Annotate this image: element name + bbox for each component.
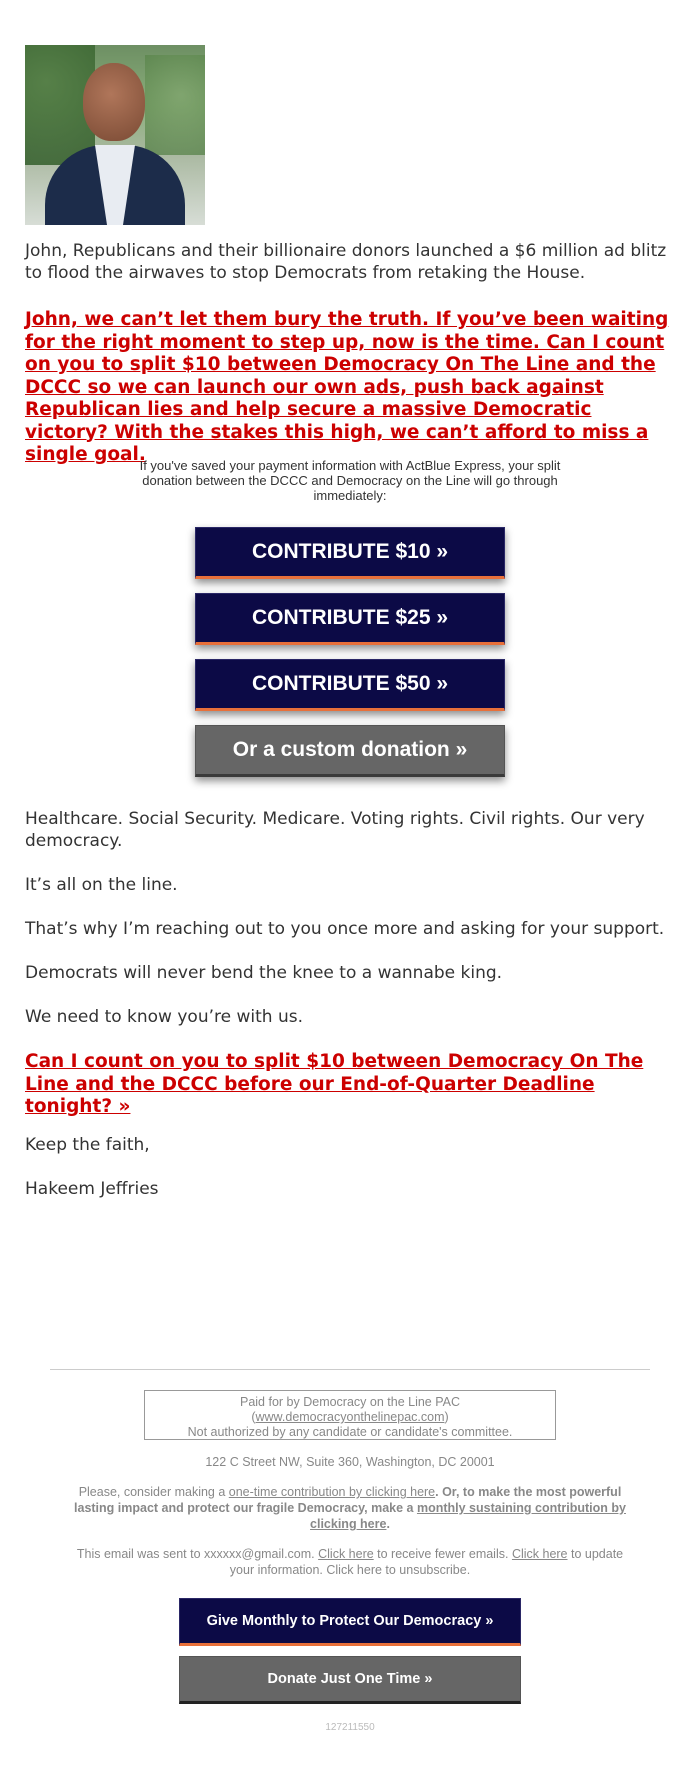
- contribute-10-button[interactable]: CONTRIBUTE $10 »: [195, 527, 505, 579]
- contribution-prompt: [70, 1484, 630, 1532]
- body-paragraph-issues: Healthcare. Social Security. Medicare. Voting rights. Civil rights. Our very democracy.: [25, 809, 645, 851]
- consider-middle: . Or, to make the most powerful lasting impact and protect our fragile Democracy, make a: [74, 1485, 622, 1515]
- body-paragraph-bend-knee: Democrats will never bend the knee to a wannabe king.: [25, 963, 503, 983]
- saved-payment-note: If you've saved your payment information with ActBlue Express, your split donation between the DCCC and Democracy on the Line will go through immediately:: [139, 458, 561, 503]
- custom-donation-button[interactable]: Or a custom donation »: [195, 725, 505, 777]
- email-sent-notice: [70, 1546, 630, 1578]
- monthly-contribution-link[interactable]: monthly sustaining contribution by clicking here: [310, 1501, 626, 1531]
- headline-donate-link[interactable]: John, we can’t let them bury the truth. If you’ve been waiting for the right moment to step up, now is the time. Can I count on you to split $10 between Democracy On The Line and the DCCC so we can launch our own ads, push back against Republican lies and help secure a massive Democratic victory? With the stakes this high, we can’t afford to miss a single goal.: [25, 309, 669, 465]
- paid-for-text: Paid for by Democracy on the Line PAC: [239, 1395, 460, 1409]
- deadline-donate-link[interactable]: Can I count on you to split $10 between Democracy On The Line and the DCCC before our End-of-Quarter Deadline tonight? »: [25, 1051, 644, 1117]
- sent-suffix: to update your information. Click here to unsubscribe.: [229, 1547, 624, 1577]
- not-authorized-text: Not authorized by any candidate or candidate's committee.: [187, 1425, 513, 1439]
- donate-one-time-button[interactable]: Donate Just One Time »: [179, 1656, 521, 1704]
- consider-prefix: Please, consider making a: [78, 1485, 229, 1499]
- sent-middle: to receive fewer emails.: [373, 1547, 512, 1561]
- contribute-25-button[interactable]: CONTRIBUTE $25 »: [195, 593, 505, 645]
- website-close-paren: ): [444, 1410, 449, 1424]
- paid-for-disclaimer: [144, 1390, 556, 1440]
- sent-prefix: This email was sent to xxxxxx@gmail.com.: [76, 1547, 319, 1561]
- mailing-address: 122 C Street NW, Suite 360, Washington, DC 20001: [205, 1455, 495, 1469]
- email-code: 127211550: [325, 1722, 375, 1733]
- website-open-paren: (: [251, 1410, 256, 1424]
- body-paragraph-support: That’s why I’m reaching out to you once more and asking for your support.: [25, 919, 665, 939]
- website-link[interactable]: www.democracyonthelinepac.com: [255, 1410, 445, 1424]
- give-monthly-button[interactable]: Give Monthly to Protect Our Democracy »: [179, 1598, 521, 1646]
- photo-background-foliage-right: [145, 55, 205, 155]
- update-info-link[interactable]: Click here: [511, 1547, 568, 1561]
- intro-text: John, Republicans and their billionaire donors launched a $6 million ad blitz to flood the airwaves to stop Democrats from retaking the House.: [25, 241, 667, 283]
- body-paragraph-with-us: We need to know you’re with us.: [25, 1007, 303, 1027]
- footer-divider: [50, 1369, 650, 1370]
- fewer-emails-link[interactable]: Click here: [318, 1547, 374, 1561]
- signature-name: Hakeem Jeffries: [25, 1179, 159, 1199]
- photo-head: [83, 63, 145, 141]
- signoff-text: Keep the faith,: [25, 1135, 150, 1155]
- body-paragraph-on-the-line: It’s all on the line.: [25, 875, 178, 895]
- website-line: [145, 1410, 555, 1425]
- contribute-50-button[interactable]: CONTRIBUTE $50 »: [195, 659, 505, 711]
- consider-suffix: .: [386, 1517, 390, 1531]
- portrait-photo: [25, 45, 205, 225]
- one-time-contribution-link[interactable]: one-time contribution by clicking here: [228, 1485, 436, 1499]
